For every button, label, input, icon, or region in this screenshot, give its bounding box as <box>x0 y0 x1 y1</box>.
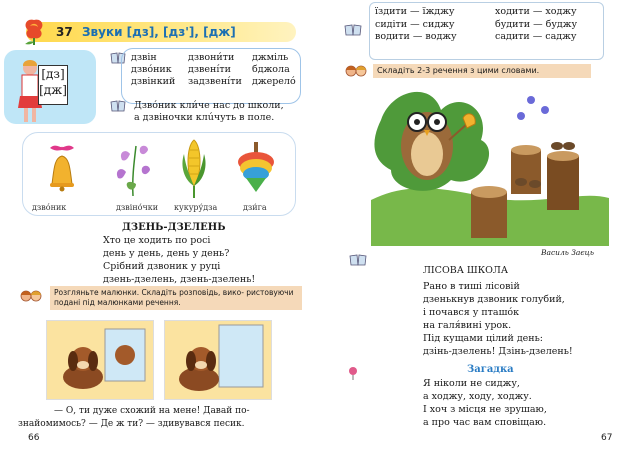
story <box>423 280 623 358</box>
bluebells-icon <box>108 138 158 198</box>
poem-line: день у день, день у день? <box>103 248 230 259</box>
letters-card <box>38 65 68 105</box>
book-icon <box>344 24 362 36</box>
page-number: 66 <box>28 433 40 443</box>
story-line: на галя́вині урок. <box>423 320 512 331</box>
bell-icon <box>42 140 82 192</box>
page-number: 67 <box>601 433 613 443</box>
verb-pair: садити — саджу <box>495 31 577 42</box>
spinning-top-icon <box>234 140 278 196</box>
story-line: дзенькнув дзвоник голубий, <box>423 294 565 305</box>
dog-picture-1 <box>46 320 154 400</box>
verbs-column-2 <box>495 6 605 44</box>
dialog <box>18 405 308 430</box>
dog-illustration <box>165 321 271 399</box>
word: дзвінкий <box>131 76 176 87</box>
author: Василь Заєць <box>541 248 594 257</box>
children-icon <box>20 289 42 303</box>
story-line: Рано в тиші лісовій <box>423 281 520 292</box>
dialog-line: — О, ти дуже схожий на мене! Давай по- <box>54 406 250 416</box>
letter-dzh: [дж] <box>39 83 67 97</box>
riddle-line: а ходжу, ходу, ходжу. <box>423 391 532 402</box>
word: бджола <box>252 64 290 75</box>
pin-icon <box>347 366 359 380</box>
rose-icon <box>20 16 48 46</box>
word-column-1 <box>131 52 176 88</box>
word: дзвін <box>131 52 157 63</box>
book-icon <box>110 100 126 112</box>
poem-line: Хто це ходить по росі <box>103 235 211 246</box>
task-box: Складіть 2-3 речення з цими словами. <box>373 64 591 78</box>
dialog-line: знайомимось? — Де ж ти? — здивувався песик. <box>18 418 245 429</box>
right-page <box>319 0 638 462</box>
lesson-title: Звуки [дз], [дз'], [дж] <box>82 25 236 39</box>
word: задзвені́ти <box>188 76 242 87</box>
caption-bluebells: дзвіно́чки <box>116 203 159 212</box>
story-line: Під кущами цілий день: <box>423 333 543 344</box>
story-line: дзінь-дзелень! Дзінь-дзелень! <box>423 346 573 357</box>
sentence-line: Дзвóник кли́че нас до школи, <box>134 100 284 111</box>
verbs-column-1 <box>375 6 485 44</box>
caption-corn: кукуру́дза <box>174 203 218 212</box>
dog-picture-2 <box>164 320 272 400</box>
sentence-line: а дзвіночки клúчуть в поле. <box>134 112 275 123</box>
riddle-line: а про час вам сповіщаю. <box>423 417 547 428</box>
word: джміль <box>252 52 289 63</box>
sentence <box>134 100 304 124</box>
word-column-2 <box>188 52 248 88</box>
word: дзвóник <box>131 64 172 75</box>
poem-line: Срібний дзвоник у руці <box>103 261 221 272</box>
dog-illustration <box>47 321 153 399</box>
poem-line: дзень-дзелень, дзень-дзелень! <box>103 274 256 285</box>
corn-icon <box>176 136 212 200</box>
riddle-line: Я ніколи не сиджу, <box>423 378 520 389</box>
word: дзвені́ти <box>188 64 231 75</box>
verb-pair: сидіти — сиджу <box>375 18 455 30</box>
lesson-number: 37 <box>56 25 73 39</box>
book-icon <box>349 254 367 266</box>
verb-pair: будити — буджу <box>495 18 578 30</box>
children-icon <box>345 64 367 78</box>
task-box: Розгляньте малюнки. Складіть розповідь, вико- ристовуючи подані під малюнками речення. <box>50 286 302 310</box>
letter-dz: [дз] <box>41 67 65 81</box>
word-column-3 <box>252 52 300 88</box>
word: джерело́ <box>252 76 296 87</box>
caption-spinning-top: дзи́га <box>243 203 267 212</box>
verb-pair: водити — воджу <box>375 31 457 42</box>
riddle-title: Загадка <box>467 364 514 375</box>
riddle <box>423 377 623 429</box>
verb-pair: їздити — їжджу <box>375 6 455 17</box>
riddle-line: І хоч з місця не зрушаю, <box>423 404 547 415</box>
word: дзвони́ти <box>188 52 235 63</box>
verb-pair: ходити — ходжу <box>495 6 577 17</box>
caption-bell: дзвóник <box>32 203 67 212</box>
story-line: і почався у пташóк <box>423 307 520 318</box>
forest-school-illustration <box>371 80 609 246</box>
poem <box>103 234 283 286</box>
poem-title: ДЗЕНЬ-ДЗЕЛЕНЬ <box>122 222 226 233</box>
story-title: ЛІСОВА ШКОЛА <box>423 265 509 276</box>
